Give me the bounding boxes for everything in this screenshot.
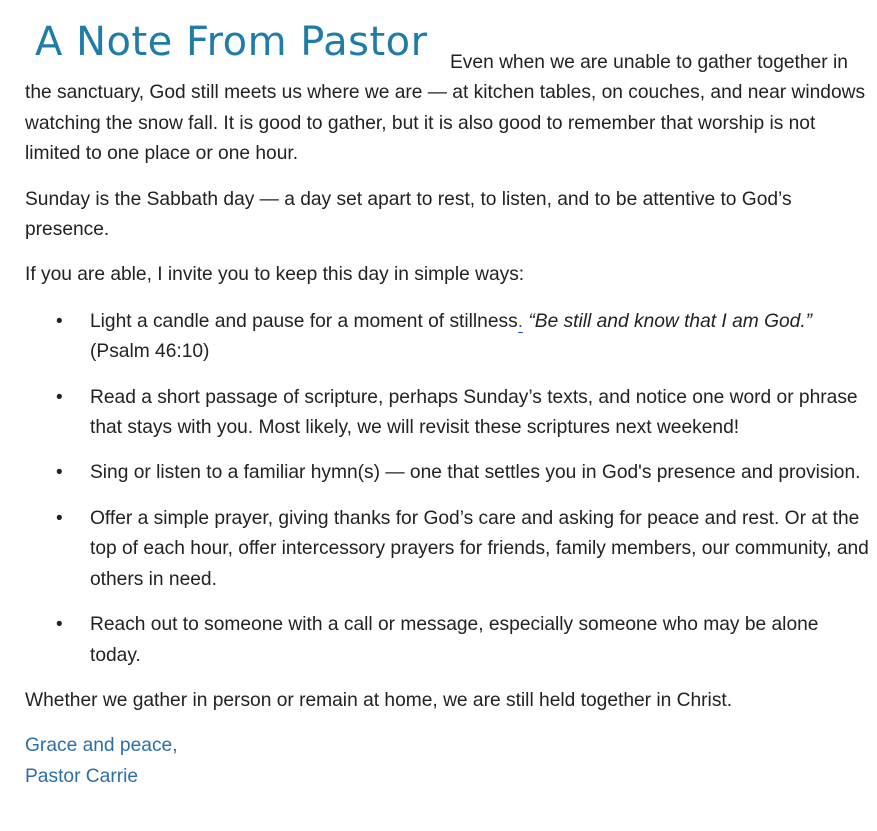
intro-paragraph: Even when we are unable to gather together in the sanctuary, God still meets us where we are — at kitchen tables, on couches, and near windows watching the snow fall. It is good to gather, but it is also good to remember that worship is not limited to one place or one hour. (25, 52, 866, 165)
list-item-text: Offer a simple prayer, giving thanks for God’s care and asking for peace and rest. Or at the top of each hour, offer intercessory prayers for friends, family members, our community, and others in need. (90, 507, 869, 590)
list-item-text: Light a candle and pause for a moment of stillness (90, 310, 518, 332)
closing-paragraph: Whether we gather in person or remain at home, we are still held together in Christ. (25, 689, 733, 711)
list-item (25, 610, 870, 671)
list-item-text: Sing or listen to a familiar hymn(s) — one that settles you in God's presence and provision. (90, 462, 861, 484)
list-item (25, 383, 870, 444)
signoff-name: Pastor Carrie (25, 765, 139, 787)
list-item-text: Reach out to someone with a call or message, especially someone who may be alone today. (90, 614, 819, 666)
list-item (25, 504, 870, 595)
bullet-icon: • (56, 507, 63, 529)
scripture-reference: (Psalm 46:10) (90, 341, 210, 363)
scripture-quote: “Be still and know that I am God.” (523, 310, 813, 332)
list-item-text: Read a short passage of scripture, perhaps Sunday’s texts, and notice one word or phrase that stays with you. Most likely, we will revisit these scriptures next weekend! (90, 386, 858, 439)
pastor-note-document (25, 8, 870, 792)
bullet-icon: • (56, 614, 63, 636)
page-title: A Note From Pastor (35, 19, 428, 65)
bullet-icon: • (56, 386, 63, 408)
signoff-greeting: Grace and peace, (25, 735, 178, 757)
signoff (25, 731, 870, 792)
sabbath-paragraph: Sunday is the Sabbath day — a day set apart to rest, to listen, and to be attentive to God’s presence. (25, 188, 792, 241)
invite-paragraph: If you are able, I invite you to keep this day in simple ways: (25, 264, 525, 286)
list-item (25, 458, 870, 488)
bullet-icon: • (56, 310, 63, 332)
list-item (25, 307, 870, 368)
ways-list (25, 307, 870, 671)
bullet-icon: • (56, 462, 63, 484)
hyperlink[interactable]: . (517, 310, 524, 332)
